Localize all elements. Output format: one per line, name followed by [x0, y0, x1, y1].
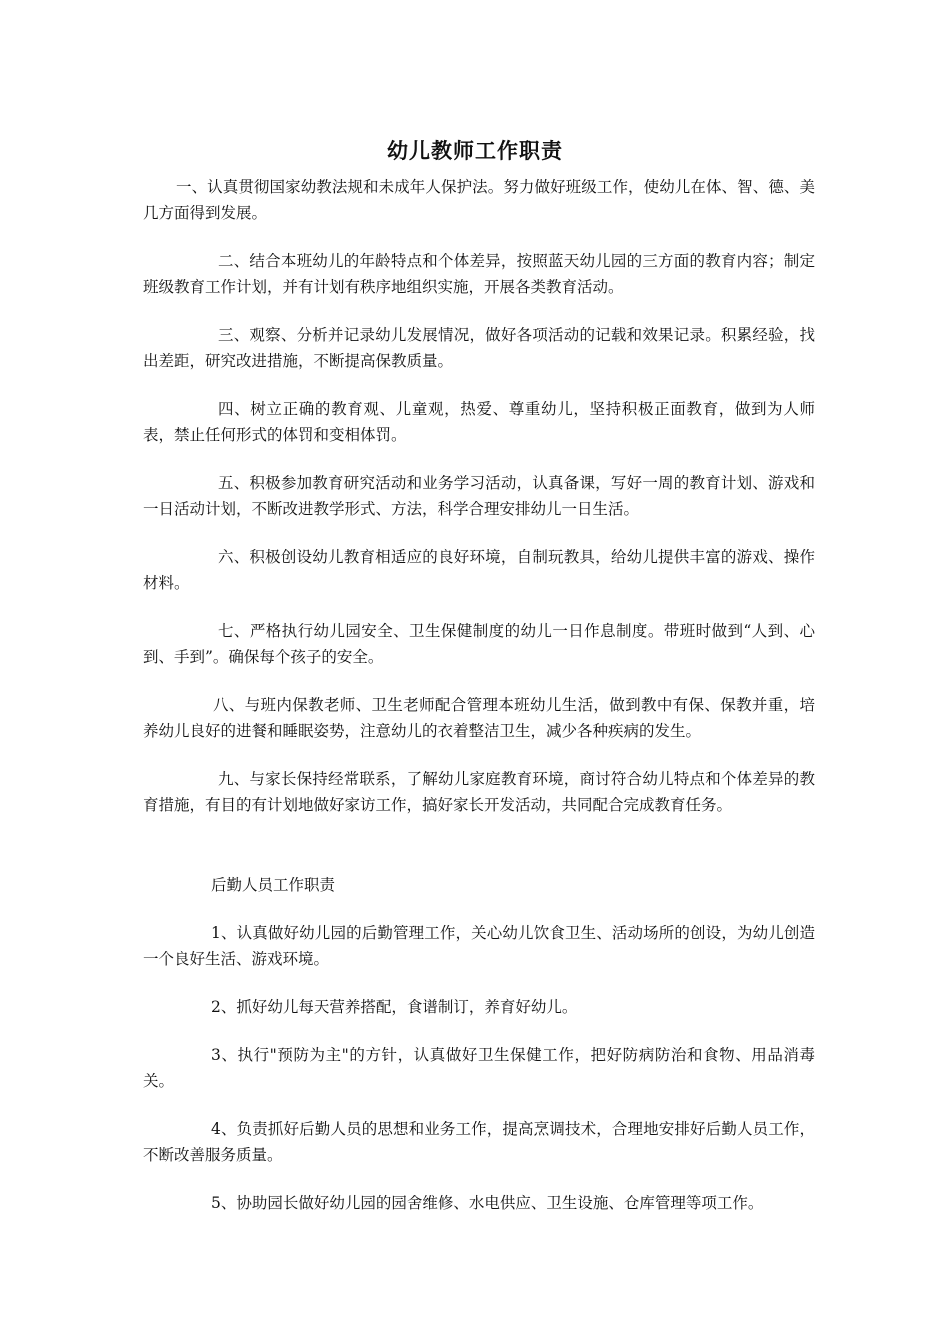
logistics-duty-4: 4、负责抓好后勤人员的思想和业务工作，提高烹调技术，合理地安排好后勤人员工作，不断改善服务质量。: [143, 1120, 815, 1164]
teacher-duty-4: 四、树立正确的教育观、儿童观，热爱、尊重幼儿，坚持积极正面教育，做到为人师表，禁止任何形式的体罚和变相体罚。: [143, 400, 815, 444]
logistics-duty-5: 5、协助园长做好幼儿园的园舍维修、水电供应、卫生设施、仓库管理等项工作。: [211, 1194, 764, 1212]
logistics-section-title: 后勤人员工作职责: [211, 876, 336, 894]
logistics-duty-2: 2、抓好幼儿每天营养搭配，食谱制订，养育好幼儿。: [211, 998, 578, 1016]
logistics-duty-3: 3、执行"预防为主"的方针，认真做好卫生保健工作，把好防病防治和食物、用品消毒关。: [143, 1046, 815, 1090]
teacher-duty-5: 五、积极参加教育研究活动和业务学习活动，认真备课，写好一周的教育计划、游戏和一日活动计划，不断改进教学形式、方法，科学合理安排幼儿一日生活。: [143, 474, 815, 518]
teacher-duty-3: 三、观察、分析并记录幼儿发展情况，做好各项活动的记载和效果记录。积累经验，找出差距，研究改进措施，不断提高保教质量。: [143, 326, 815, 370]
logistics-duty-1: 1、认真做好幼儿园的后勤管理工作，关心幼儿饮食卫生、活动场所的创设，为幼儿创造一个良好生活、游戏环境。: [143, 924, 815, 968]
teacher-duty-6: 六、积极创设幼儿教育相适应的良好环境，自制玩教具，给幼儿提供丰富的游戏、操作材料。: [143, 548, 815, 592]
teacher-duty-8: 八、与班内保教老师、卫生老师配合管理本班幼儿生活，做到教中有保、保教并重，培养幼儿良好的进餐和睡眠姿势，注意幼儿的衣着整洁卫生，减少各种疾病的发生。: [143, 696, 815, 740]
teacher-duty-2: 二、结合本班幼儿的年龄特点和个体差异，按照蓝天幼儿园的三方面的教育内容；制定班级教育工作计划，并有计划有秩序地组织实施，开展各类教育活动。: [143, 252, 815, 296]
teacher-duty-7: 七、严格执行幼儿园安全、卫生保健制度的幼儿一日作息制度。带班时做到“人到、心到、手到”。确保每个孩子的安全。: [143, 622, 815, 666]
teacher-duty-1: 一、认真贯彻国家幼教法规和未成年人保护法。努力做好班级工作，使幼儿在体、智、德、美几方面得到发展。: [143, 178, 815, 222]
document-title: 幼儿教师工作职责: [387, 139, 563, 163]
teacher-duty-9: 九、与家长保持经常联系，了解幼儿家庭教育环境，商讨符合幼儿特点和个体差异的教育措施，有目的有计划地做好家访工作，搞好家长开发活动，共同配合完成教育任务。: [143, 770, 815, 814]
